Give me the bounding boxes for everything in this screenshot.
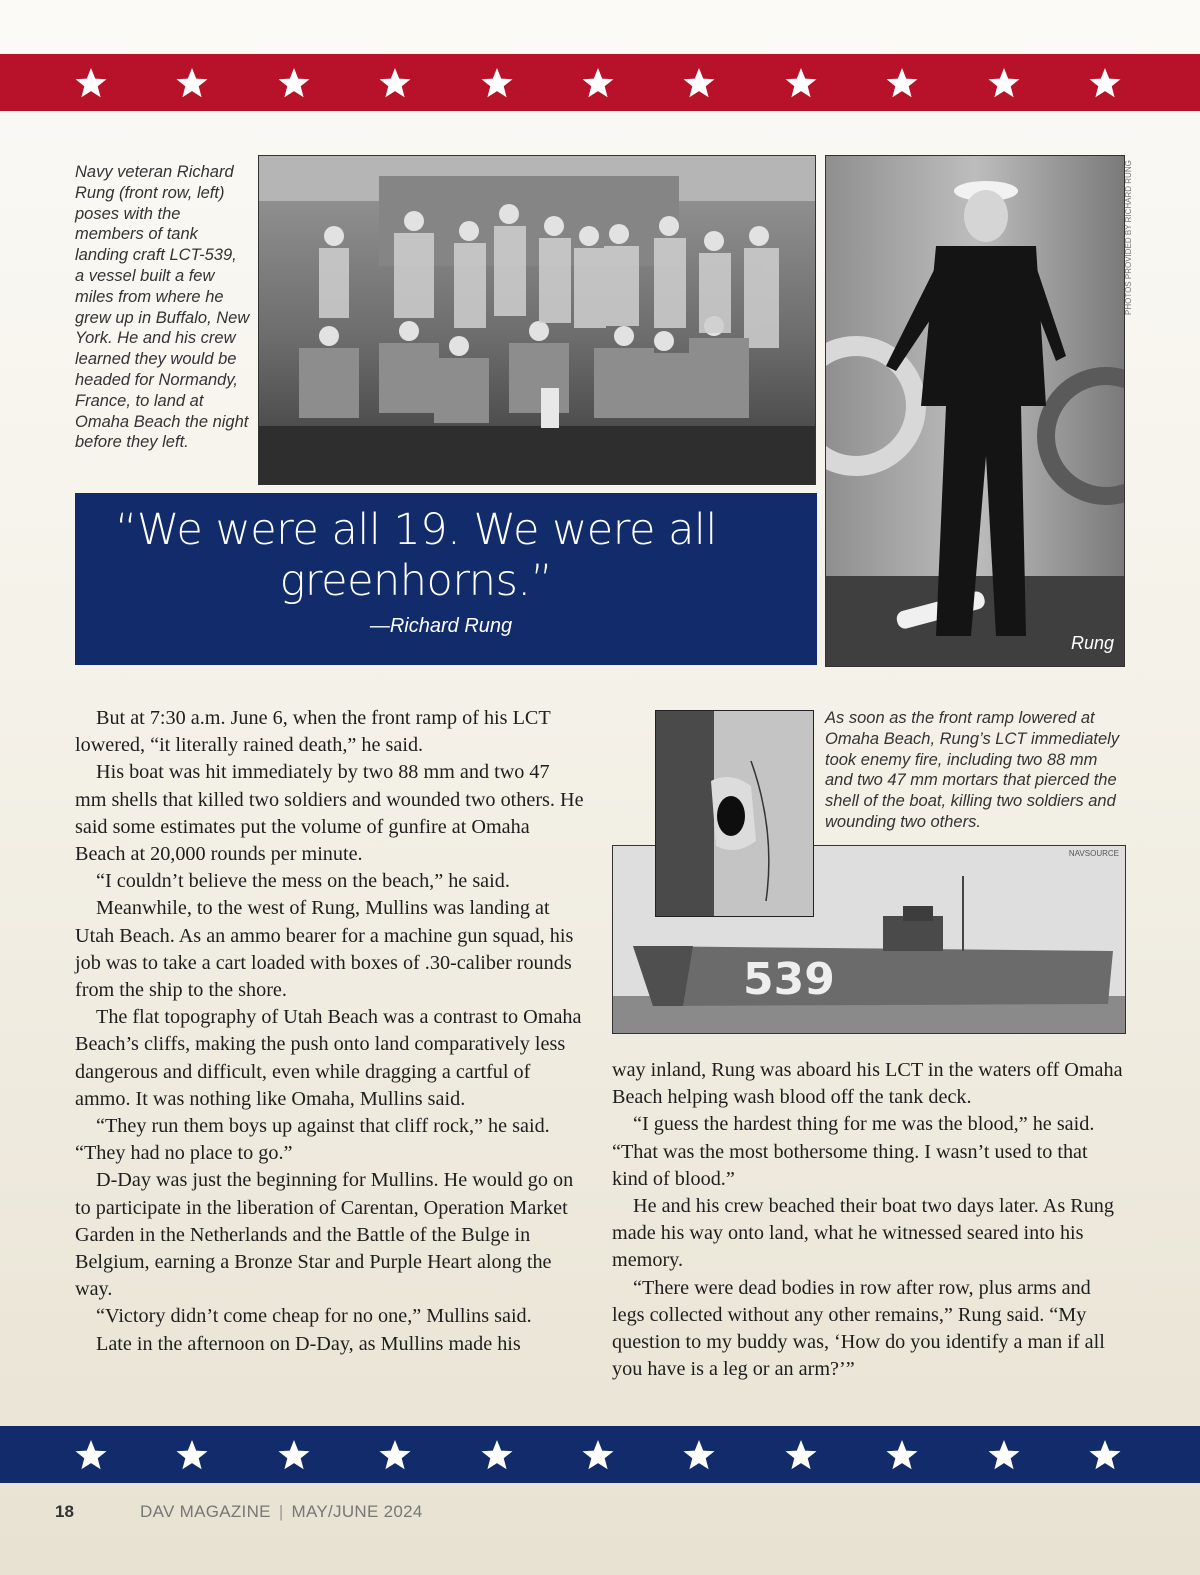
article-column-left [75, 705, 585, 1358]
star-icon [278, 67, 310, 99]
boat-hull-number: 539 [743, 954, 835, 1005]
crew-photo-caption: Navy veteran Richard Rung (front row, left) poses with the members of tank landing craft LCT-539, a vessel built a few miles from where he grew up in Buffalo, New York. He and his crew learned they would be headed for Normandy, France, to land at Omaha Beach the night before they left. [75, 163, 250, 452]
star-icon [481, 67, 513, 99]
page-footer [0, 1500, 1200, 1526]
star-icon [379, 67, 411, 99]
star-icon [582, 67, 614, 99]
magazine-issue [140, 1502, 423, 1522]
star-icon [1089, 1439, 1121, 1471]
issue-date: MAY/JUNE 2024 [291, 1502, 423, 1521]
paragraph: “I guess the hardest thing for me was the blood,” he said. “That was the most bothersome thing. I wasn’t used to that kind of blood.” [612, 1113, 1095, 1190]
paragraph: D-Day was just the beginning for Mullins. He would go on to participate in the liberation of Carentan, Operation Market Garden in the Netherlands and the Battle of the Bulge in Belgium, earning a Bronze Star and Purple Heart along the way. [75, 1169, 574, 1301]
pull-quote-attribution: —Richard Rung [369, 615, 513, 637]
star-icon [278, 1439, 310, 1471]
star-icon [886, 1439, 918, 1471]
top-star-band [0, 54, 1200, 111]
star-icon [481, 1439, 513, 1471]
paragraph: He and his crew beached their boat two days later. As Rung made his way onto land, what he witnessed seared into his memory. [612, 1195, 1114, 1272]
bottom-star-band [0, 1426, 1200, 1483]
star-icon [75, 67, 107, 99]
star-icon [785, 1439, 817, 1471]
star-icon [683, 67, 715, 99]
star-icon [1089, 67, 1121, 99]
paragraph: Late in the afternoon on D-Day, as Mullins made his [96, 1332, 521, 1355]
star-icon [379, 1439, 411, 1471]
paragraph: Meanwhile, to the west of Rung, Mullins was landing at Utah Beach. As an ammo bearer for a machine gun squad, his job was to take a cart loaded with boxes of .30-caliber rounds from the ship to the shore. [75, 897, 574, 1002]
star-icon [176, 67, 208, 99]
paragraph: But at 7:30 a.m. June 6, when the front ramp of his LCT lowered, “it literally rained death,” he said. [75, 707, 551, 757]
article-column-right [612, 1057, 1124, 1383]
paragraph: “I couldn’t believe the mess on the beach,” he said. [96, 870, 510, 893]
star-icon [886, 67, 918, 99]
boat-photo-credit: NAVSOURCE [1068, 849, 1119, 858]
paragraph: His boat was hit immediately by two 88 mm and two 47 mm shells that killed two soldiers and wounded two others. He said some estimates put the volume of gunfire at Omaha Beach at 20,000 rounds per minute. [75, 761, 584, 866]
photo-credit: PHOTOS PROVIDED BY RICHARD RUNG [1124, 160, 1133, 315]
star-icon [988, 67, 1020, 99]
star-icon [785, 67, 817, 99]
star-icon [75, 1439, 107, 1471]
star-icon [683, 1439, 715, 1471]
star-icon [582, 1439, 614, 1471]
paragraph: “There were dead bodies in row after row, plus arms and legs collected without any other remains,” Rung said. “My question to my buddy was, ‘How do you identify a man if all you have is a leg or an arm?’” [612, 1276, 1105, 1381]
paragraph: “Victory didn’t come cheap for no one,” Mullins said. [96, 1305, 532, 1328]
hull-damage-photo [655, 710, 814, 917]
star-icon [988, 1439, 1020, 1471]
star-icon [176, 1439, 208, 1471]
magazine-name: DAV MAGAZINE [140, 1502, 271, 1521]
crew-group-photo [258, 155, 816, 485]
boat-photo-caption: As soon as the front ramp lowered at Omaha Beach, Rung’s LCT immediately took enemy fire, including two 88 mm and two 47 mm mortars that pierced the shell of the boat, killing two soldiers and wounding two others. [825, 709, 1120, 831]
rung-portrait-photo [825, 155, 1125, 667]
paragraph: way inland, Rung was aboard his LCT in the waters off Omaha Beach helping wash blood off the tank deck. [612, 1059, 1123, 1109]
footer-separator: | [278, 1502, 284, 1521]
rung-photo-label: Rung [1070, 633, 1114, 653]
paragraph: The flat topography of Utah Beach was a contrast to Omaha Beach’s cliffs, making the push onto land comparatively less dangerous and difficult, even while dragging a cartful of ammo. It was nothing like Omaha, Mullins said. [75, 1006, 582, 1110]
pull-quote [75, 493, 817, 665]
page-number: 18 [55, 1502, 74, 1521]
paragraph: “They run them boys up against that cliff rock,” he said. “They had no place to go.” [75, 1115, 550, 1165]
pull-quote-text: “We were all 19. We were all greenhorns.” [115, 505, 717, 606]
